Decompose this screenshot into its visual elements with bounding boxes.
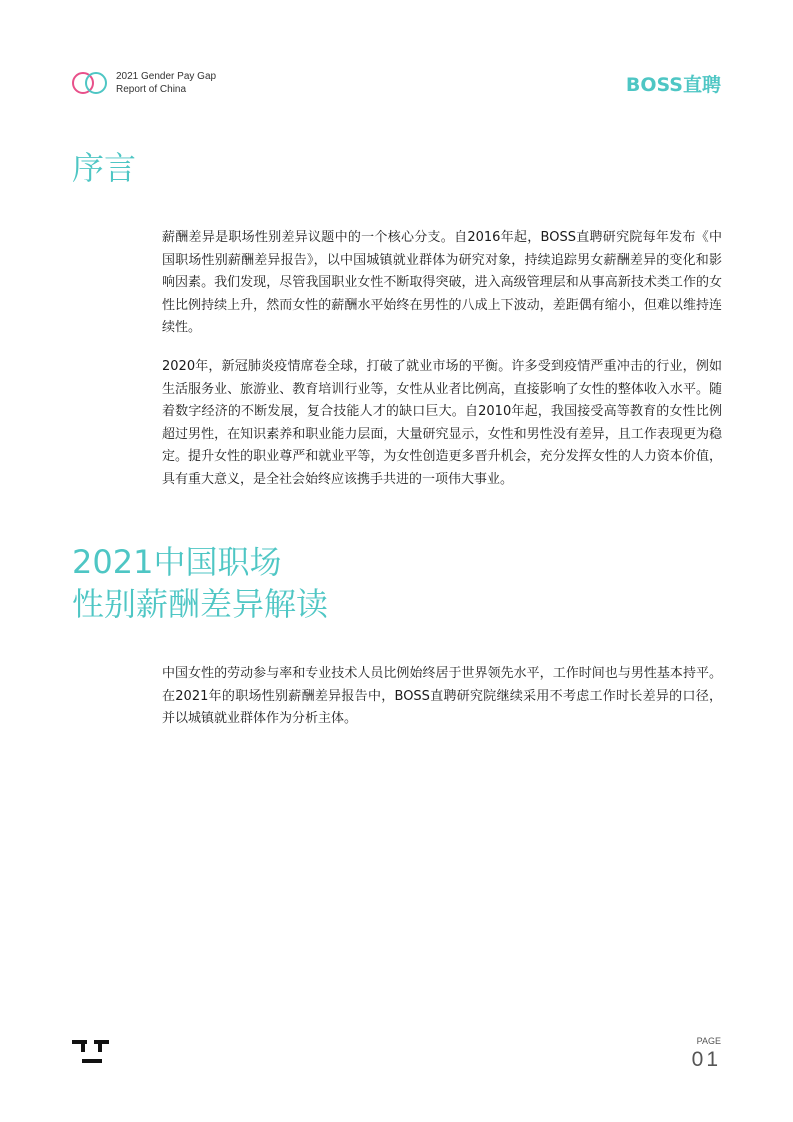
page-number: 01 bbox=[691, 1048, 721, 1071]
section-title-line1: 2021中国职场 bbox=[72, 543, 282, 581]
preface-paragraph-2: 2020年，新冠肺炎疫情席卷全球，打破了就业市场的平衡。许多受到疫情严重冲击的行业，例如生活服务业、旅游业、教育培训行业等，女性从业者比例高，直接影响了女性的整体收入水平。随着数字经济的不断发展，复合技能人才的缺口巨大。自2010年起，我国接受高等教育的女性比例超过男性，在知识素养和职业能力层面，大量研究显示，女性和男性没有差异，且工作表现更为稳定。提升女性的职业尊严和就业平等，为女性创造更多晋升机会，充分发挥女性的人力资本价值，具有重大意义，是全社会始终应该携手共进的一项伟大事业。 bbox=[162, 359, 722, 487]
brand-logo: BOSS直聘 bbox=[625, 74, 721, 96]
report-title-line2: Report of China bbox=[116, 84, 187, 95]
interpretation-paragraph: 中国女性的劳动参与率和专业技术人员比例始终居于世界领先水平，工作时间也与男性基本持平。在2021年的职场性别薪酬差异报告中，BOSS直聘研究院继续采用不考虑工作时长差异的口径，并以城镇就业群体作为分析主体。 bbox=[162, 666, 722, 726]
section-title-line2: 性别薪酬差异解读 bbox=[72, 585, 329, 623]
page-label: PAGE bbox=[696, 1036, 721, 1046]
report-title-line1: 2021 Gender Pay Gap bbox=[116, 71, 217, 82]
preface-paragraph-1: 薪酬差异是职场性别差异议题中的一个核心分支。自2016年起，BOSS直聘研究院每年发布《中国职场性别薪酬差异报告》，以中国城镇就业群体为研究对象，持续追踪男女薪酬差异的变化和影响因素。我们发现，尽管我国职业女性不断取得突破，进入高级管理层和从事高新技术类工作的女性比例持续上升，然而女性的薪酬水平始终在男性的八成上下波动，差距偶有缩小，但难以维持连续性。 bbox=[162, 230, 722, 335]
section-title-preface: 序言 bbox=[72, 149, 137, 187]
report-rings-logo-icon bbox=[70, 70, 110, 96]
face-logo-icon bbox=[72, 1038, 112, 1066]
report-title bbox=[116, 70, 216, 96]
